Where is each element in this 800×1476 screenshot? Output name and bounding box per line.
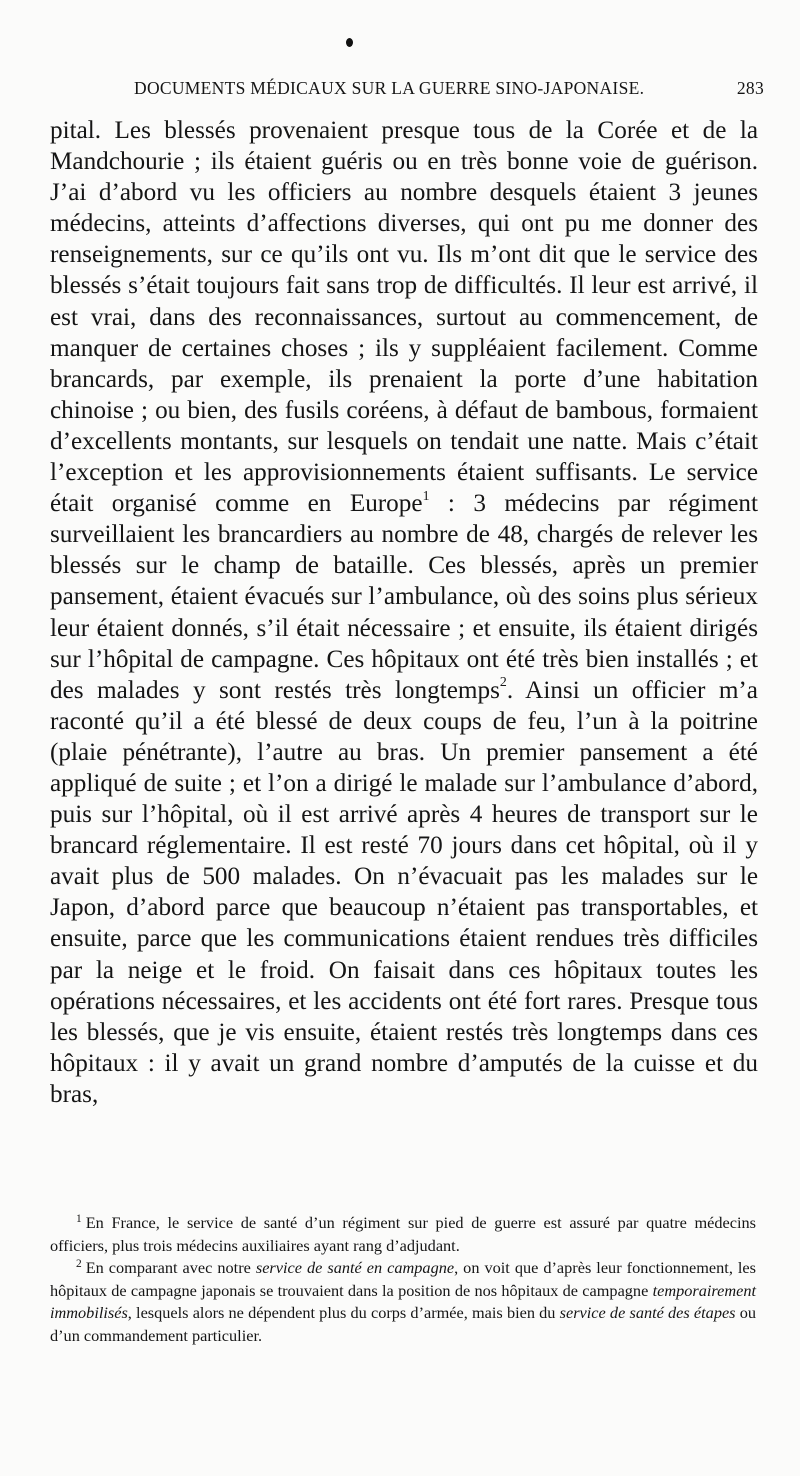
footnote-ref-2: 2 xyxy=(499,674,507,690)
footnote-2-emphasis-b: temporairement immobilisés xyxy=(50,1280,756,1323)
page-number: 283 xyxy=(736,78,764,98)
footnote-2-emphasis-c: service de santé des étapes xyxy=(559,1303,736,1323)
footnote-ref-1: 1 xyxy=(422,487,430,503)
footnote-1-text: En France, le service de santé d’un régiment sur pied de guerre est assuré par quatre médecins officiers, plus trois médecins auxiliaires ayant rang d’adjudant. xyxy=(50,1213,756,1255)
main-paragraph xyxy=(50,115,758,1110)
footnote-2-text-d: ou d’un commandement particulier. xyxy=(50,1303,756,1345)
footnote-2-text-b: , on voit que d’après leur fonctionnement, les hôpitaux de campagne japonais se trouvaient dans la position de nos hôpitaux de campagne xyxy=(50,1258,756,1300)
body-text-part-3: . Ainsi un officier m’a raconté qu’il a été blessé de deux coups de feu, l’un à la poitrine (plaie pénétrante), l’autre au bras. Un premier pansement a été appliqué de suite ; et l’on a dirigé le malade sur l’ambulance d’abord, puis sur l’hôpital, où il est arrivé après 4 heures de transport sur le brancard réglementaire. Il est resté 70 jours dans cet hôpital, où il y avait plus de 500 malades. On n’évacuait pas les malades sur le Japon, d’abord parce que beaucoup n’étaient pas transportables, et ensuite, parce que les communications étaient rendues très difficiles par la neige et le froid. On faisait dans ces hôpitaux toutes les opérations nécessaires, et les accidents ont été fort rares. Presque tous les blessés, que je vis ensuite, étaient restés très longtemps dans ces hôpitaux : il y avait un grand nombre d’amputés de la cuisse et du bras, xyxy=(50,676,758,1108)
footnote-2-text-c: , lesquels alors ne dépendent plus du corps d’armée, mais bien du xyxy=(127,1303,560,1323)
body-text-part-2: : 3 médecins par régiment surveillaient les brancardiers au nombre de 48, chargés de relever les blessés sur le champ de bataille. Ces blessés, après un premier pansement, étaient évacués sur l’ambulance, où des soins plus sérieux leur étaient donnés, s’il était nécessaire ; et ensuite, ils étaient dirigés sur l’hôpital de campagne. Ces hôpitaux ont été très bien installés ; et des malades y sont restés très longtemps xyxy=(50,490,758,704)
footnote-1 xyxy=(50,1212,756,1257)
page-header xyxy=(134,78,764,104)
footnotes xyxy=(50,1212,756,1348)
running-head: DOCUMENTS MÉDICAUX SUR LA GUERRE SINO-JAPONAISE. xyxy=(134,78,645,98)
ink-speck xyxy=(346,38,353,47)
footnote-2 xyxy=(50,1257,756,1347)
body-text-part-1: pital. Les blessés provenaient presque tous de la Corée et de la Mandchourie ; ils étaient guéris ou en très bonne voie de guérison. J’ai d’abord vu les officiers au nombre desquels étaient 3 jeunes médecins, atteints d’affections diverses, qui ont pu me donner des renseignements, sur ce qu’ils ont vu. Ils m’ont dit que le service des blessés s’était toujours fait sans trop de difficultés. Il leur est arrivé, il est vrai, dans des reconnaissances, surtout au commencement, de manquer de certaines choses ; ils y suppléaient facilement. Comme brancards, par exemple, ils prenaient la porte d’une habitation chinoise ; ou bien, des fusils coréens, à défaut de bambous, formaient d’excellents montants, sur lesquels on tendait une natte. Mais c’était l’exception et les approvisionnements étaient suffisants. Le service était organisé comme en Europe xyxy=(50,117,758,518)
footnote-2-mark: 2 xyxy=(76,1257,82,1270)
footnote-1-mark: 1 xyxy=(76,1212,82,1225)
footnote-2-text-a: En comparant avec notre xyxy=(85,1258,256,1278)
footnote-2-emphasis-a: service de santé en campagne xyxy=(255,1258,455,1278)
